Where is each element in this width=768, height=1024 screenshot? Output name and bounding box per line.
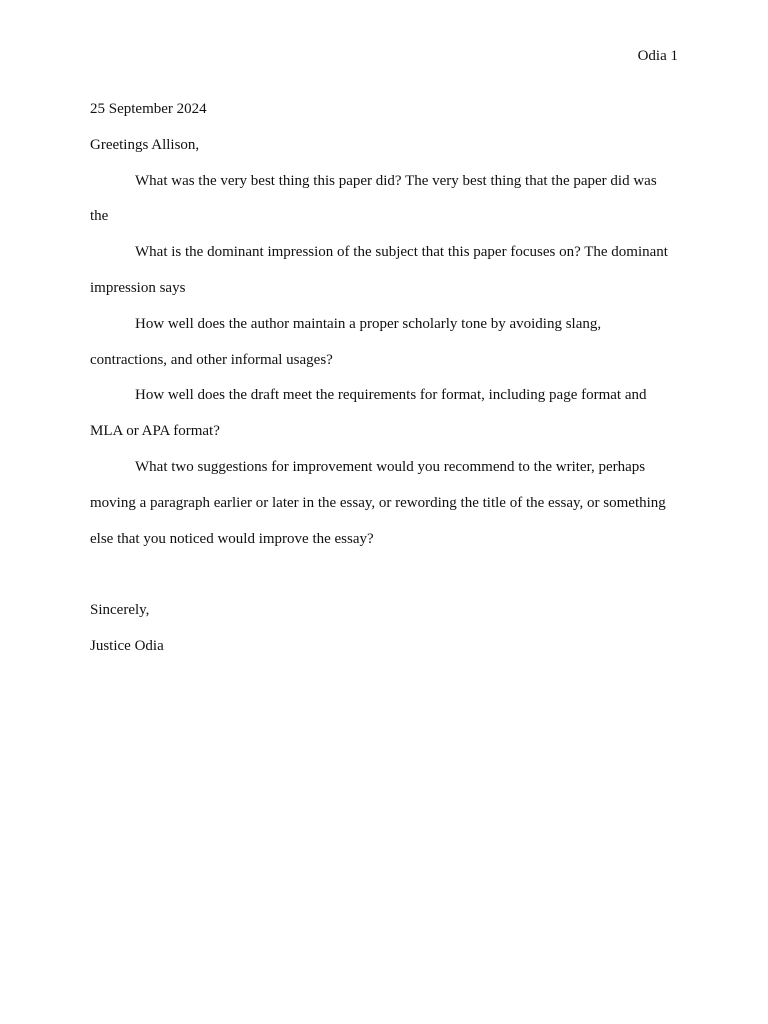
paragraph-line: How well does the author maintain a proper scholarly tone by avoiding slang, <box>135 315 602 332</box>
paragraph-line: What two suggestions for improvement would you recommend to the writer, perhaps <box>135 458 646 475</box>
paragraph-line: impression says <box>90 279 186 296</box>
paragraph-scholarly-tone <box>90 307 680 379</box>
running-head: Odia 1 <box>637 48 678 64</box>
paragraph-line: What is the dominant impression of the subject that this paper focuses on? The dominant <box>135 244 668 261</box>
blank-line <box>90 557 680 593</box>
paragraph-line: else that you noticed would improve the essay? <box>90 530 374 547</box>
paragraph-best-thing <box>90 164 680 236</box>
letter-date: 25 September 2024 <box>90 101 207 117</box>
paragraph-line: What was the very best thing this paper did? The very best thing that the paper did was <box>135 172 657 189</box>
letter-signature: Justice Odia <box>90 637 164 654</box>
paragraph-line: moving a paragraph earlier or later in the essay, or rewording the title of the essay, or something <box>90 494 666 511</box>
letter-body <box>90 92 680 665</box>
paragraph-line: MLA or APA format? <box>90 423 220 440</box>
paragraph-line: contractions, and other informal usages? <box>90 351 333 368</box>
paragraph-dominant-impression <box>90 235 680 307</box>
paragraph-suggestions <box>90 450 680 557</box>
paragraph-line: How well does the draft meet the requirements for format, including page format and <box>135 387 647 404</box>
letter-closing: Sincerely, <box>90 602 150 619</box>
paragraph-format <box>90 378 680 450</box>
paragraph-line: the <box>90 208 109 225</box>
letter-greeting: Greetings Allison, <box>90 136 200 153</box>
